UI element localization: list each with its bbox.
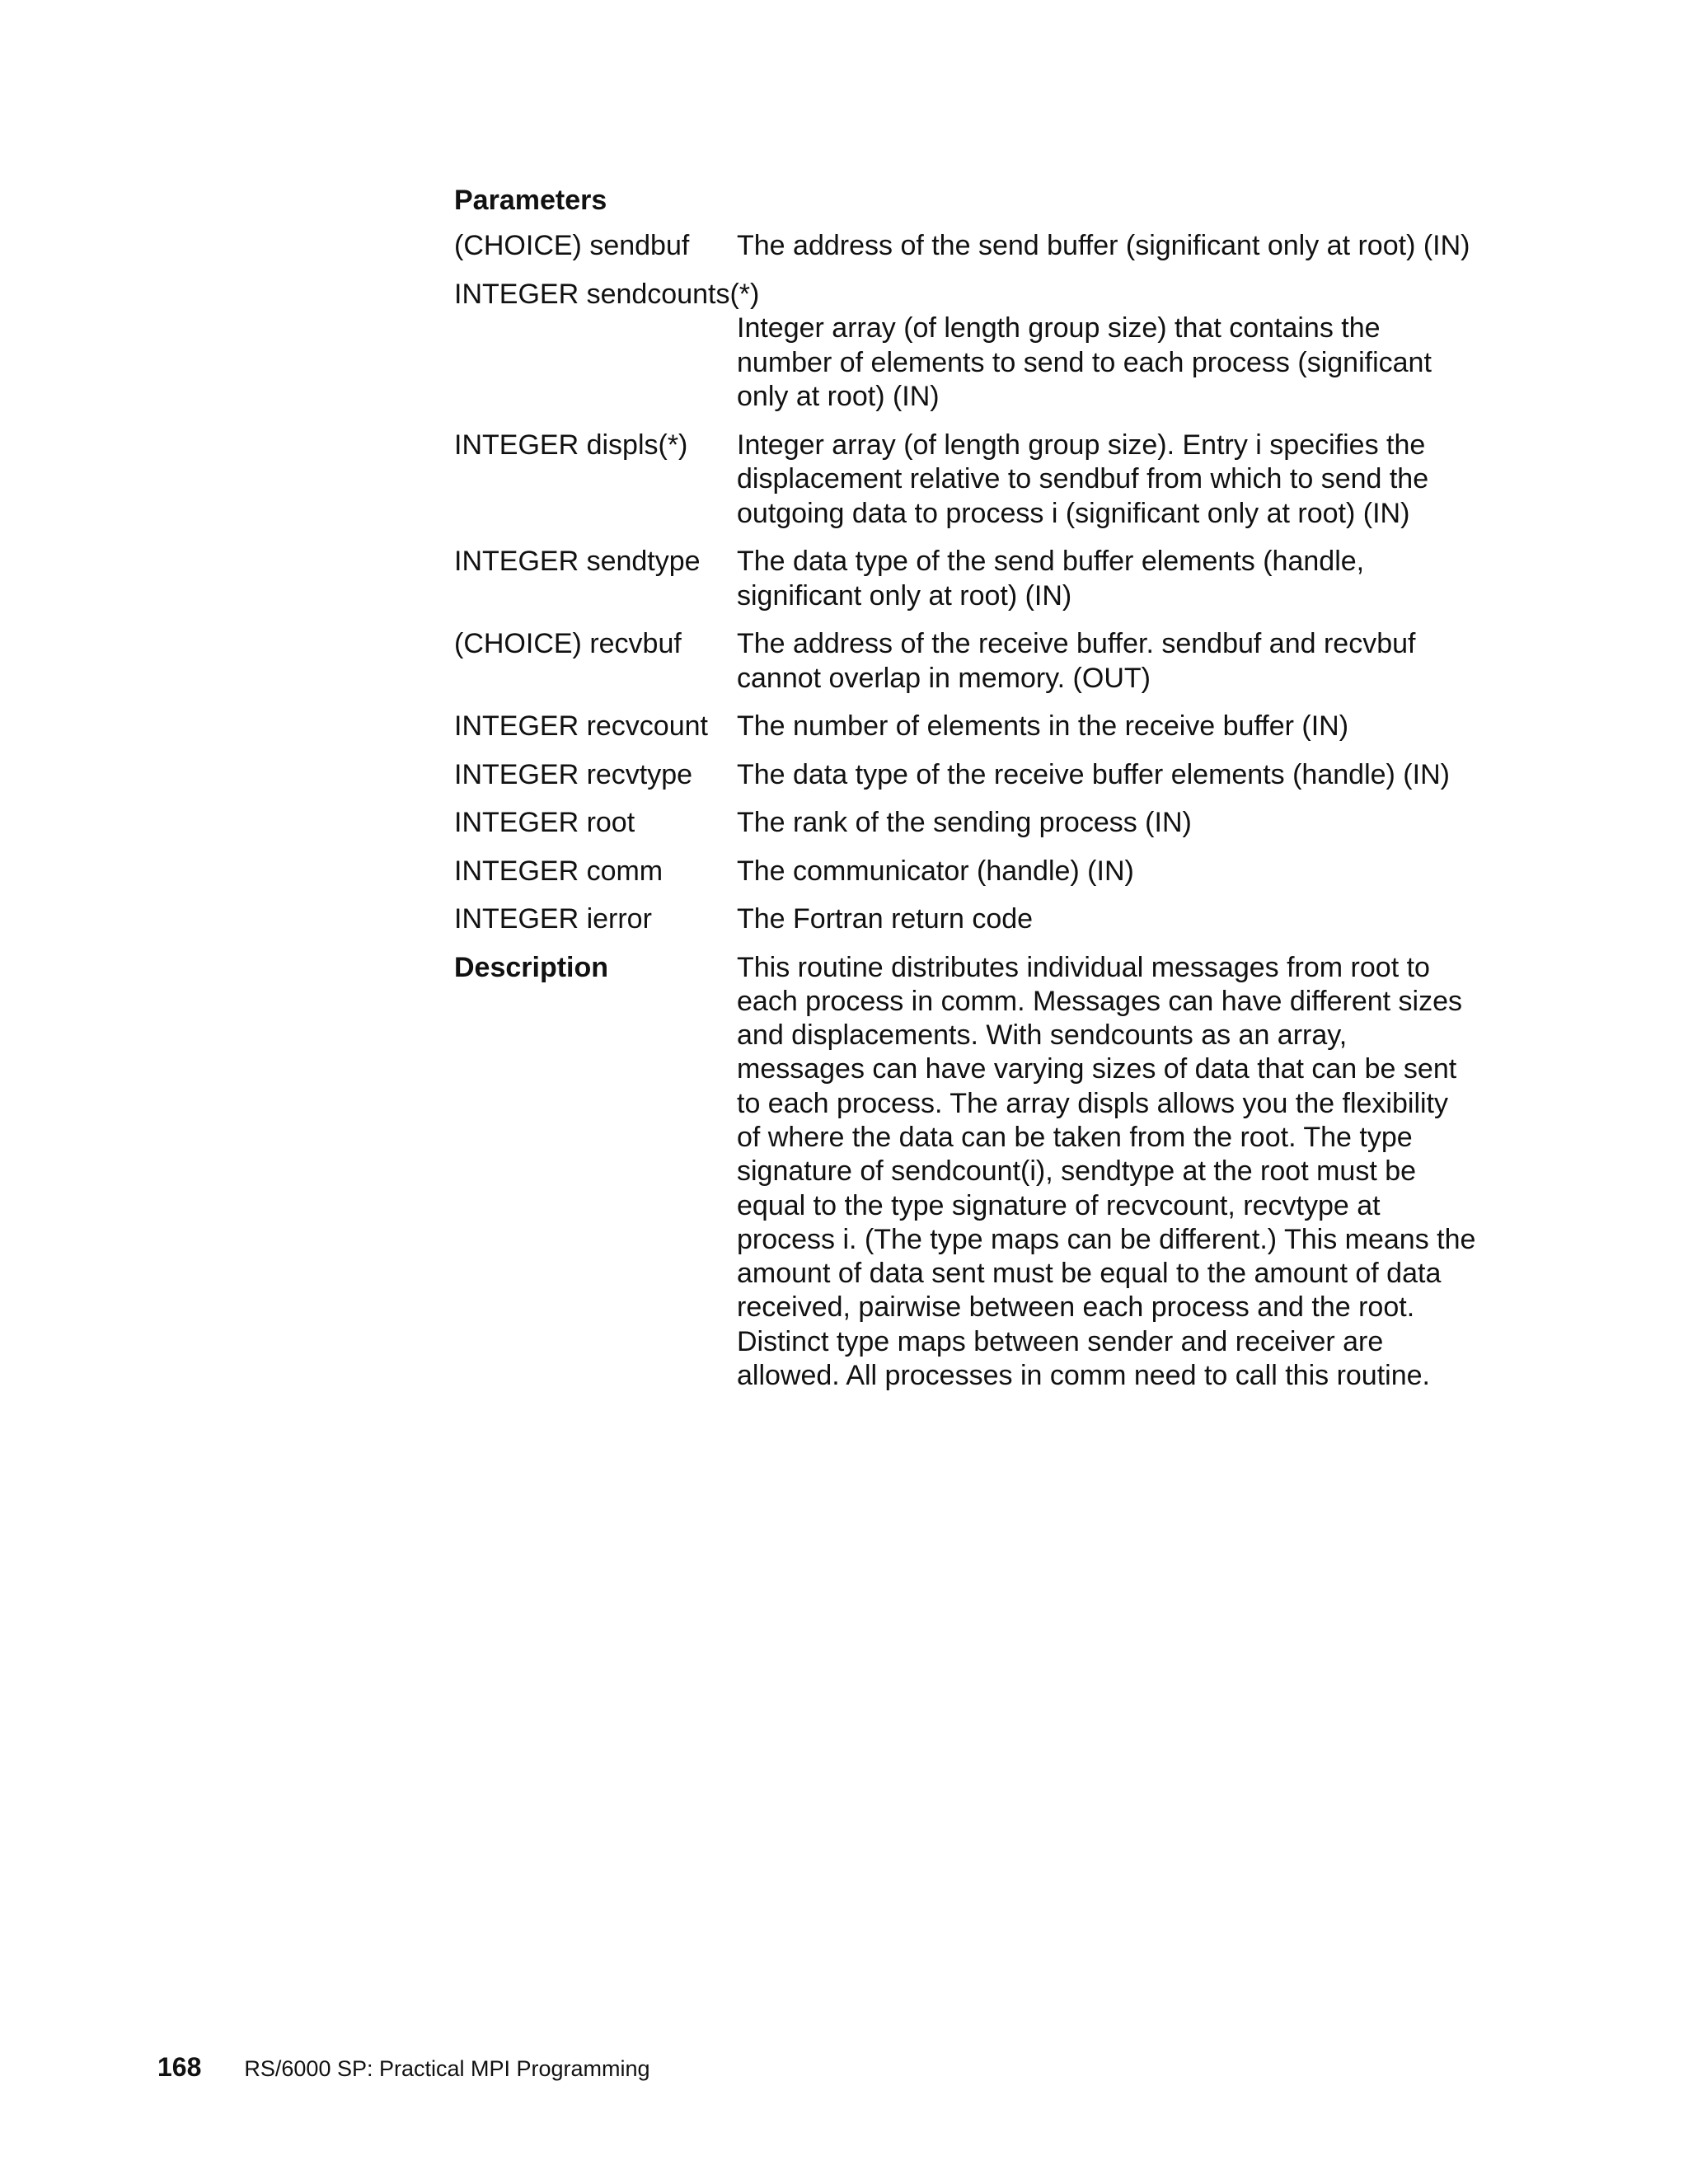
page-content (454, 183, 1493, 1393)
parameter-row-root (454, 806, 1493, 841)
parameter-list (454, 229, 1493, 937)
parameter-description: The address of the send buffer (significant only at root) (IN) (737, 230, 1470, 261)
parameter-row-recvtype (454, 758, 1493, 793)
parameter-row-sendcounts (454, 278, 1493, 415)
description-section (454, 951, 1493, 1394)
parameter-name: INTEGER ierror (454, 903, 652, 935)
page-number: 168 (157, 2052, 202, 2082)
parameter-name: INTEGER comm (454, 855, 663, 887)
parameter-row-ierror (454, 902, 1493, 937)
parameter-description: The data type of the receive buffer elements (handle) (IN) (737, 758, 1450, 790)
parameter-name: (CHOICE) recvbuf (454, 628, 682, 659)
parameter-name: INTEGER recvcount (454, 710, 708, 742)
parameters-heading: Parameters (454, 185, 607, 216)
parameter-name: INTEGER root (454, 807, 635, 838)
parameter-name: INTEGER recvtype (454, 758, 693, 790)
parameter-description: The Fortran return code (737, 903, 1034, 935)
parameter-row-displs (454, 429, 1493, 532)
parameter-description: The communicator (handle) (IN) (737, 855, 1134, 887)
parameter-description: Integer array (of length group size). Entry i specifies the displacement relative to sendbuf from which to send the outgoing data to process i (significant only at root) (IN) (737, 429, 1429, 529)
description-text: This routine distributes individual messages from root to each process in comm. Messages can have different sizes and displacements. With sendcounts as an array, messages can have varying sizes of data that can be sent to each process. The array displs allows you the flexibility of where the data can be taken from the root. The type signature of sendcount(i), sendtype at the root must be equal to the type signature of recvcount, recvtype at process i. (The type maps can be different.) This means the amount of data sent must be equal to the amount of data received, pairwise between each process and the root. Distinct type maps between sender and receiver are allowed. All processes in comm need to call this routine. (737, 951, 1476, 1392)
parameter-name: INTEGER displs(*) (454, 429, 688, 461)
parameter-description: The address of the receive buffer. sendbuf and recvbuf cannot overlap in memory. (OUT) (737, 628, 1416, 694)
parameter-description: The rank of the sending process (IN) (737, 807, 1192, 838)
parameter-name: INTEGER sendcounts(*) (454, 278, 760, 310)
parameter-row-recvbuf (454, 627, 1493, 696)
page-footer (157, 2052, 650, 2083)
parameter-row-sendtype (454, 545, 1493, 613)
description-heading: Description (454, 951, 609, 983)
parameter-name: (CHOICE) sendbuf (454, 230, 690, 261)
parameter-name: INTEGER sendtype (454, 546, 701, 577)
parameter-description: The data type of the send buffer elements (handle, significant only at root) (IN) (737, 546, 1365, 612)
parameter-row-recvcount (454, 710, 1493, 744)
parameter-row-comm (454, 855, 1493, 889)
parameter-row-sendbuf (454, 229, 1493, 264)
parameter-description: Integer array (of length group size) that contains the number of elements to send to each process (significant only at root) (IN) (737, 312, 1432, 412)
parameter-description: The number of elements in the receive buffer (IN) (737, 710, 1349, 742)
book-title: RS/6000 SP: Practical MPI Programming (244, 2056, 650, 2081)
